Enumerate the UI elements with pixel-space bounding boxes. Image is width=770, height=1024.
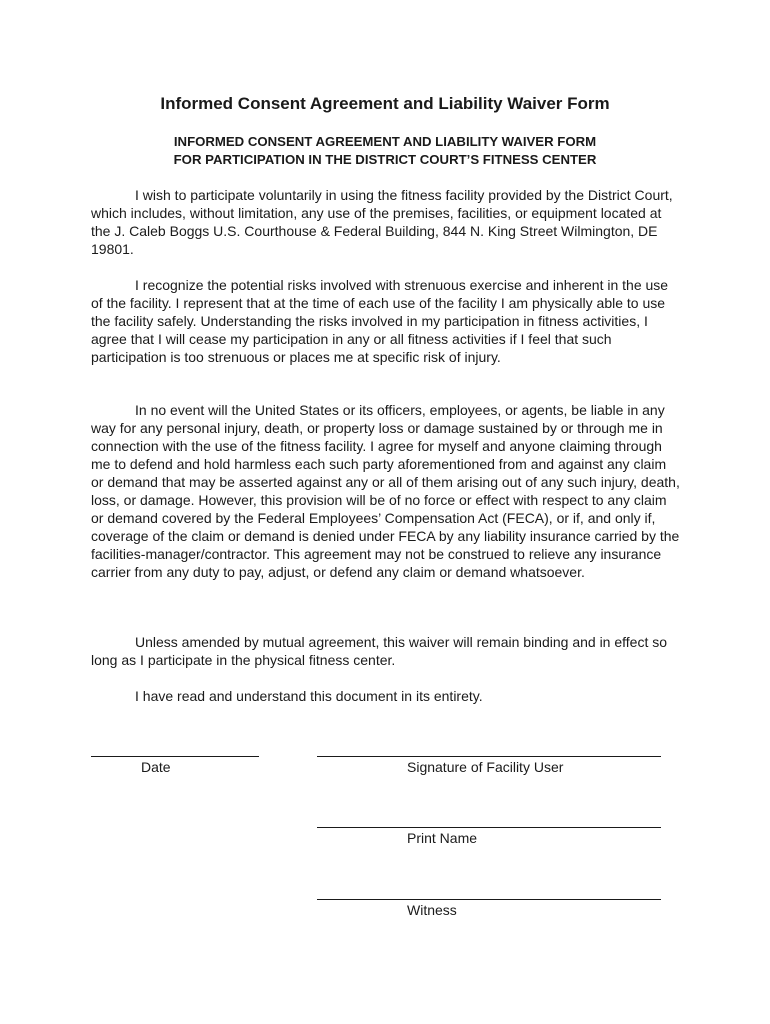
user-signature-line[interactable]: [317, 756, 661, 757]
paragraph-liability: In no event will the United States or its officers, employees, or agents, be liable in any way for any personal injury, death, or property loss or damage sustained by or through me in connection with the use of the fitness facility. I agree for myself and anyone claiming through me to defend and hold harmless each such party aforementioned from and against any claim or demand that may be asserted against any or all of them arising out of any such injury, death, loss, or damage. However, this provision will be of no force or effect with respect to any claim or demand covered by the Federal Employees’ Compensation Act (FECA), or if, and only if, coverage of the claim or demand is denied under FECA by any liability insurance carried by the facilities-manager/contractor. This agreement may not be construed to relieve any insurance carrier from any duty to pay, adjust, or defend any claim or demand whatsoever.: [91, 402, 680, 580]
print-name-line[interactable]: [317, 827, 661, 828]
witness-label: Witness: [407, 902, 457, 918]
witness-signature-line[interactable]: [317, 899, 661, 900]
date-label: Date: [141, 759, 171, 775]
paragraph-risks: I recognize the potential risks involved with strenuous exercise and inherent in the use of the facility. I represent that at the time of each use of the facility I am physically able to use the facility safely. Understanding the risks involved in my participation in fitness activities, I agree that I will cease my participation in any or all fitness activities if I feel that such participation is too strenuous or places me at specific risk of injury.: [91, 277, 669, 365]
form-heading-line-2: FOR PARTICIPATION IN THE DISTRICT COURT’S FITNESS CENTER: [173, 152, 597, 167]
print-name-label: Print Name: [407, 830, 478, 846]
paragraph-participation: I wish to participate voluntarily in using the fitness facility provided by the District Court, which includes, without limitation, any use of the premises, facilities, or equipment located at the J. Caleb Boggs U.S. Courthouse & Federal Building, 844 N. King Street Wilmington, DE 19801.: [91, 187, 673, 257]
page-title: Informed Consent Agreement and Liability Waiver Form: [160, 94, 610, 113]
date-signature-line[interactable]: [91, 756, 259, 757]
form-heading-line-1: INFORMED CONSENT AGREEMENT AND LIABILITY WAIVER FORM: [173, 134, 597, 149]
paragraph-acknowledgement: I have read and understand this document in its entirety.: [135, 688, 483, 704]
signature-label: Signature of Facility User: [407, 759, 564, 775]
paragraph-binding: Unless amended by mutual agreement, this waiver will remain binding and in effect so long as I participate in the physical fitness center.: [91, 634, 668, 668]
